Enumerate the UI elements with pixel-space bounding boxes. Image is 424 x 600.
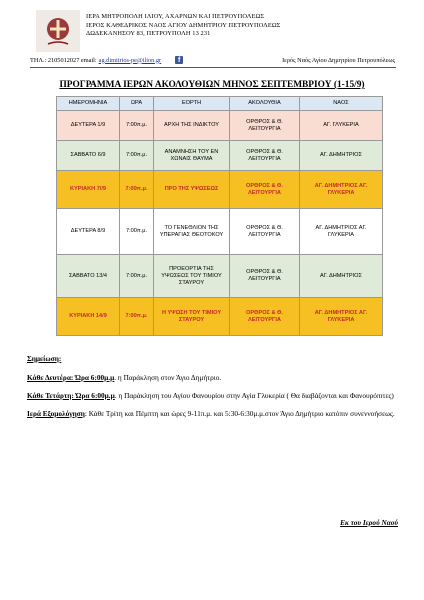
row-date: ΔΕΥΤΕΡΑ 1/9	[57, 111, 120, 141]
row-church: ΑΓ. ΔΗΜΗΤΡΙΟΣ	[300, 141, 383, 171]
header-time: ΩΡΑ	[120, 97, 154, 111]
note-confession-text: : Κάθε Τρίτη και Πέμπτη και ώρες 9-11π.μ. και 5:30-6:30μ.μ.στον Άγιο Δημήτριο κατόπιν συνεννοήσεως.	[84, 409, 395, 418]
row-date: ΚΥΡΙΑΚΗ 14/9	[57, 298, 120, 336]
note-wednesday-label: Κάθε Τετάρτη: Ώρα 6:00μ.μ	[27, 391, 115, 400]
contact-line	[30, 56, 395, 64]
table-row	[57, 298, 383, 336]
row-service: ΟΡΘΡΟΣ & Θ. ΛΕΙΤΟΥΡΓΙΑ	[230, 209, 300, 255]
note-monday-label: Κάθε Δευτέρα: Ώρα 6:00μ.μ	[27, 373, 115, 382]
row-feast: ΠΡΟ ΤΗΣ ΥΨΩΣΕΩΣ	[154, 171, 230, 209]
table-header-row	[57, 97, 383, 111]
note-monday	[27, 373, 402, 383]
row-time: 7:00π.μ.	[120, 255, 154, 298]
church-logo	[36, 10, 80, 52]
row-time: 7:00π.μ.	[120, 298, 154, 336]
header-service: ΑΚΟΛΟΥΘΙΑ	[230, 97, 300, 111]
note-monday-text: . η Παράκληση στον Άγιο Δημήτριο.	[114, 373, 222, 382]
header-divider	[30, 67, 396, 68]
table-row	[57, 171, 383, 209]
row-time: 7:00π.μ.	[120, 171, 154, 209]
row-time: 7:00π.μ.	[120, 141, 154, 171]
letterhead-line-3: ΔΩΔΕΚΑΝΗΣΟΥ 83, ΠΕΤΡΟΥΠΟΛΗ 13 231	[86, 30, 211, 38]
row-feast: ΑΝΑΜΝΗΣΗ ΤΟΥ ΕΝ ΧΩΝΑΙΣ ΘΑΥΜΑ	[154, 141, 230, 171]
row-feast: ΠΡΟΕΟΡΤΙΑ ΤΗΣ ΥΨΩΣΕΩΣ ΤΟΥ ΤΙΜΙΟΥ ΣΤΑΥΡΟΥ	[154, 255, 230, 298]
header-feast: ΕΟΡΤΗ	[154, 97, 230, 111]
row-church: ΑΓ. ΔΗΜΗΤΡΙΟΣ	[300, 255, 383, 298]
row-feast: Η ΥΨΩΣΗ ΤΟΥ ΤΙΜΙΟΥ ΣΤΑΥΡΟΥ	[154, 298, 230, 336]
row-service: ΟΡΘΡΟΣ & Θ. ΛΕΙΤΟΥΡΓΙΑ	[230, 255, 300, 298]
row-time: 7:00π.μ.	[120, 111, 154, 141]
page-title: ΠΡΟΓΡΑΜΜΑ ΙΕΡΩΝ ΑΚΟΛΟΥΘΙΩΝ ΜΗΝΟΣ ΣΕΠΤΕΜΒΡΙΟΥ (1-15/9)	[59, 80, 365, 90]
row-date: ΔΕΥΤΕΡΑ 8/9	[57, 209, 120, 255]
row-church: ΑΓ. ΔΗΜΗΤΡΙΟΣ ΑΓ. ΓΛΥΚΕΡΙΑ	[300, 209, 383, 255]
notes-heading: Σημείωση:	[27, 354, 62, 363]
note-wednesday	[27, 391, 402, 401]
notes-section	[27, 354, 402, 427]
header-date: ΗΜΕΡΟΜΗΝΙΑ	[57, 97, 120, 111]
row-date: ΣΑΒΒΑΤΟ 13/4	[57, 255, 120, 298]
row-feast: ΑΡΧΗ ΤΗΣ ΙΝΔΙΚΤΟΥ	[154, 111, 230, 141]
facebook-icon[interactable]: f	[175, 56, 183, 64]
row-date: ΚΥΡΙΑΚΗ 7//9	[57, 171, 120, 209]
row-church: ΑΓ. ΓΛΥΚΕΡΙΑ	[300, 111, 383, 141]
note-wednesday-text: . η Παράκληση του Αγίου Φανουρίου στην Αγία Γλυκερία ( Θα διαβάζονται και Φανουρόπιτες)	[114, 391, 394, 400]
row-service: ΟΡΘΡΟΣ & Θ. ΛΕΙΤΟΥΡΓΙΑ	[230, 111, 300, 141]
letterhead	[86, 13, 281, 39]
signature: Εκ του Ιερού Ναού	[340, 518, 398, 527]
schedule-body	[57, 111, 383, 336]
table-row	[57, 255, 383, 298]
church-name: Ιερός Ναός Αγίου Δημητρίου Πετρουπόλεως	[282, 56, 395, 64]
row-service: ΟΡΘΡΟΣ & Θ. ΛΕΙΤΟΥΡΓΙΑ	[230, 171, 300, 209]
email-link[interactable]: ag.dimitrios-pe@ilion.gr	[98, 56, 162, 64]
note-confession	[27, 409, 402, 419]
letterhead-line-2: ΙΕΡΟΣ ΚΑΘΕΔΡΙΚΟΣ ΝΑΟΣ ΑΓΙΟΥ ΔΗΜΗΤΡΙΟΥ ΠΕΤΡΟΥΠΟΛΕΩΣ	[86, 21, 281, 29]
table-row	[57, 209, 383, 255]
row-feast: ΤΟ ΓΕΝΕΘΛΙΟΝ ΤΗΣ ΥΠΕΡΑΓΙΑΣ ΘΕΟΤΟΚΟΥ	[154, 209, 230, 255]
phone-text: ΤΗΛ.: 2105012027 email:	[30, 56, 97, 64]
row-date: ΣΑΒΒΑΤΟ 6/9	[57, 141, 120, 171]
table-row	[57, 111, 383, 141]
row-time: 7:00π.μ.	[120, 209, 154, 255]
header-church: ΝΑΟΣ	[300, 97, 383, 111]
row-service: ΟΡΘΡΟΣ & Θ. ΛΕΙΤΟΥΡΓΙΑ	[230, 298, 300, 336]
note-confession-label: Ιερά Εξομολόγηση	[27, 409, 85, 418]
row-service: ΟΡΘΡΟΣ & Θ. ΛΕΙΤΟΥΡΓΙΑ	[230, 141, 300, 171]
schedule-table	[56, 96, 383, 336]
letterhead-line-1: ΙΕΡΑ ΜΗΤΡΟΠΟΛΗ ΙΛΙΟΥ, ΑΧΑΡΝΩΝ ΚΑΙ ΠΕΤΡΟΥΠΟΛΕΩΣ	[86, 13, 265, 20]
table-row	[57, 141, 383, 171]
row-church: ΑΓ. ΔΗΜΗΤΡΙΟΣ ΑΓ. ΓΛΥΚΕΡΙΑ	[300, 171, 383, 209]
row-church: ΑΓ. ΔΗΜΗΤΡΙΟΣ ΑΓ. ΓΛΥΚΕΡΙΑ	[300, 298, 383, 336]
